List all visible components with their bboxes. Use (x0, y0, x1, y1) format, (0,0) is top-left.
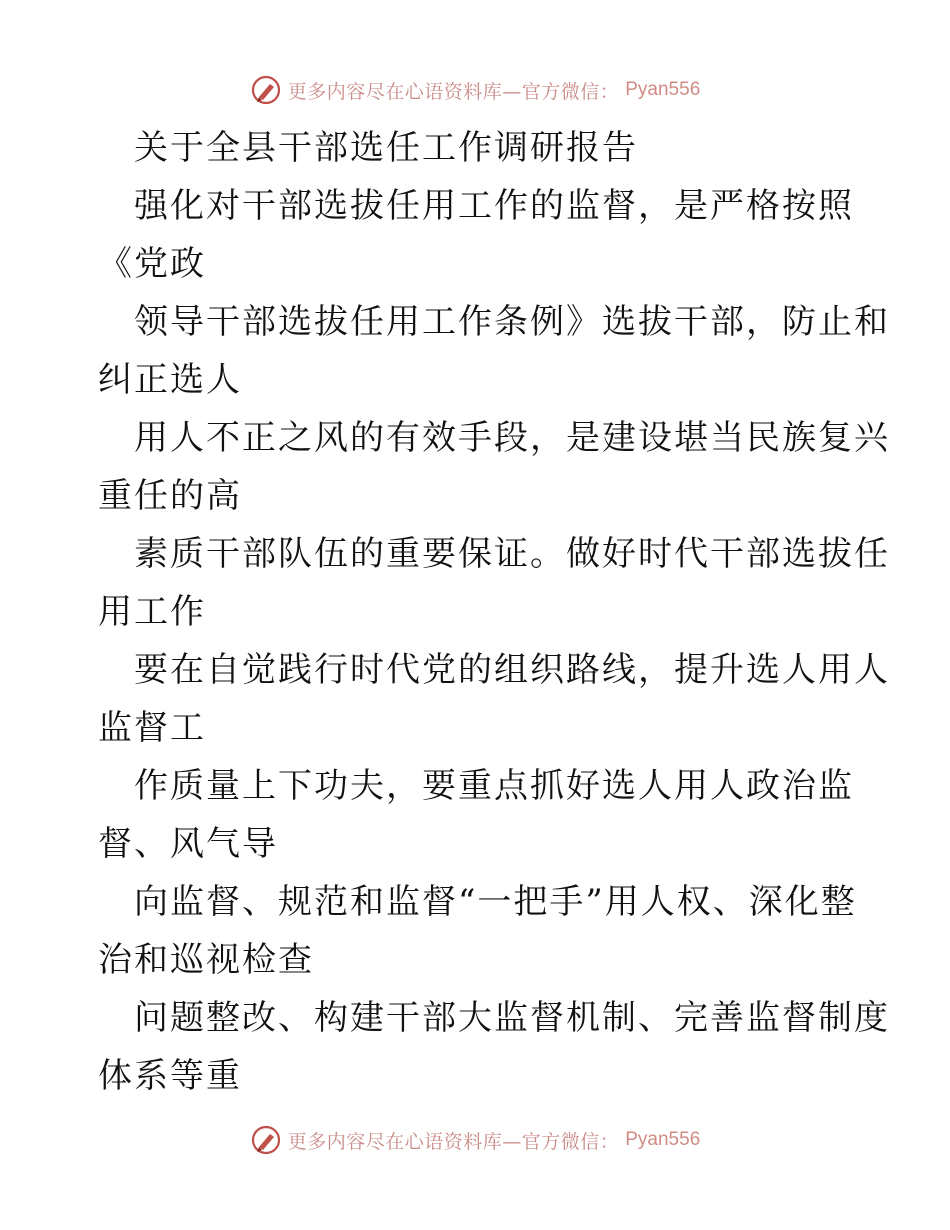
text-line: 用工作 (98, 592, 206, 632)
text-line: 问题整改、构建干部大监督机制、完善监督制度 (134, 998, 890, 1038)
text-line: 体系等重 (98, 1056, 242, 1096)
watermark-text: 更多内容尽在心语资料库—官方微信： (287, 80, 620, 103)
text-line: 要在自觉践行时代党的组织路线，提升选人用人 (134, 650, 890, 690)
text-line: 用人不正之风的有效手段，是建设堪当民族复兴 (134, 418, 890, 458)
text-line: 强化对干部选拔任用工作的监督，是严格按照 (134, 186, 854, 226)
text-line: 素质干部队伍的重要保证。做好时代干部选拔任 (134, 534, 890, 574)
pen-logo-icon (250, 1124, 282, 1156)
text-line: 督、风气导 (98, 824, 278, 864)
pen-logo-icon (250, 74, 282, 106)
text-line: 向监督、规范和监督“一把手”用人权、深化整 (134, 882, 857, 922)
text-line: 治和巡视检查 (98, 940, 314, 980)
document-title: 关于全县干部选任工作调研报告 (134, 128, 638, 168)
text-line: 重任的高 (98, 476, 242, 516)
footer-watermark (0, 1122, 950, 1158)
watermark-text: 更多内容尽在心语资料库—官方微信： (287, 1130, 620, 1153)
text-line: 领导干部选拔任用工作条例》选拔干部，防止和 (134, 302, 890, 342)
watermark-handle: Pyan556 (625, 79, 701, 100)
watermark-handle: Pyan556 (625, 1129, 701, 1150)
text-line: 纠正选人 (98, 360, 242, 400)
header-watermark (0, 72, 950, 108)
text-line: 作质量上下功夫，要重点抓好选人用人政治监 (134, 766, 854, 806)
text-line: 监督工 (98, 708, 206, 748)
text-line: 《党政 (98, 244, 206, 284)
